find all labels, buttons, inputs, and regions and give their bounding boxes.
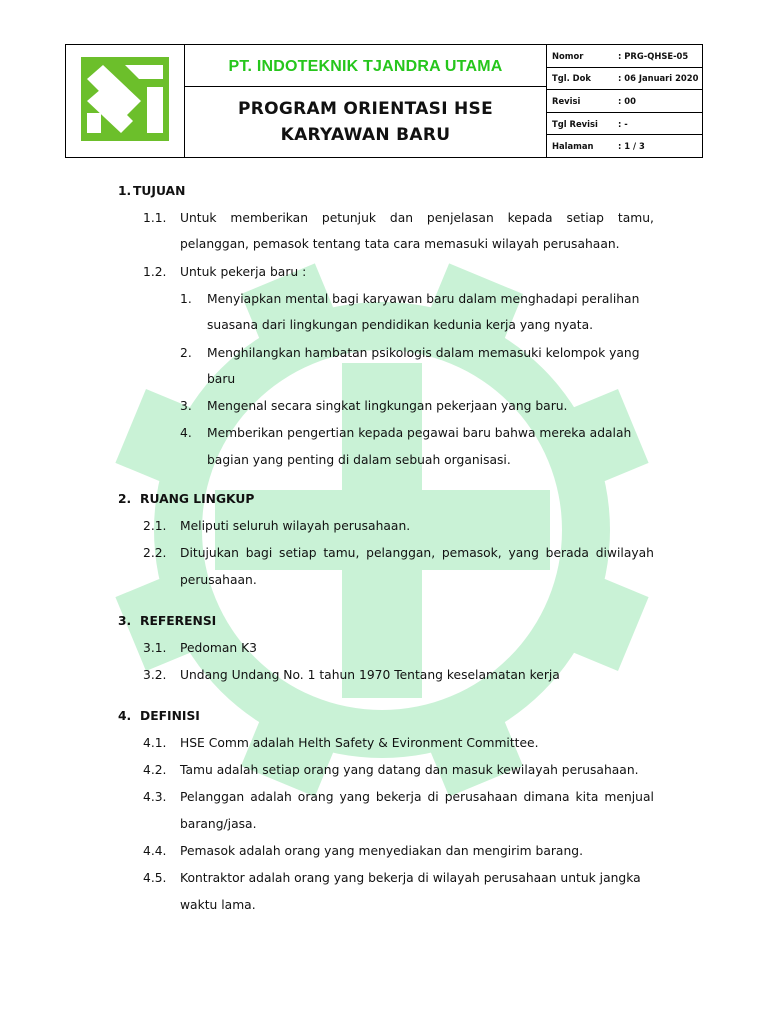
item-4-5-number: 4.5. [143,871,167,885]
sub-item-3-number: 3. [180,399,192,413]
item-3-2-number: 3.2. [143,668,167,682]
sub-item-4-number: 4. [180,426,192,440]
word: penjelasan [426,211,494,225]
sub-item-1-line1: Menyiapkan mental bagi karyawan baru dalam menghadapi peralihan [207,292,640,306]
sub-item-2-line2: baru [207,372,236,386]
word: adalah [250,790,292,804]
sub-item-4-line2: bagian yang penting di dalam sebuah organisasi. [207,453,511,467]
item-4-1-text: HSE Comm adalah Helth Safety & Evironment Committee. [180,736,539,750]
item-4-3-line2: barang/jasa. [180,817,257,831]
sub-item-1-line2: suasana dari lingkungan pendidikan kedunia kerja yang nyata. [207,318,594,332]
meta-key: Halaman [552,141,594,152]
sub-item-2-number: 2. [180,346,192,360]
sub-item-2-line1: Menghilangkan hambatan psikologis dalam memasuki kelompok yang [207,346,640,360]
section-3-title: REFERENSI [140,614,217,628]
meta-value: : 06 Januari 2020 [618,73,699,84]
word: menjual [604,790,654,804]
section-2-title: RUANG LINGKUP [140,492,255,506]
word: Untuk [180,211,217,225]
item-4-2-number: 4.2. [143,763,167,777]
word: di [427,790,439,804]
sub-item-3-line1: Mengenal secara singkat lingkungan pekerjaan yang baru. [207,399,568,413]
document-title-line2: KARYAWAN BARU [280,124,451,145]
sub-item-1-number: 1. [180,292,192,306]
section-2-number: 2. [118,492,132,506]
word: tamu, [617,211,654,225]
meta-key: Tgl. Dok [552,73,591,84]
section-1-number: 1. [118,184,132,198]
word: tamu, [323,546,360,560]
item-4-3-line1 [180,789,654,805]
item-1-2-number: 1.2. [143,265,167,279]
meta-value: : 00 [618,95,636,106]
word: berada [545,546,589,560]
item-2-1-text: Meliputi seluruh wilayah perusahaan. [180,519,411,533]
item-3-2-text: Undang Undang No. 1 tahun 1970 Tentang keselamatan kerja [180,668,560,682]
sub-item-4-line1: Memberikan pengertian kepada pegawai baru bahwa mereka adalah [207,426,632,440]
word: yang [339,790,370,804]
item-4-1-number: 4.1. [143,736,167,750]
word: setiap [566,211,604,225]
company-name: PT. INDOTEKNIK TJANDRA UTAMA [228,57,503,75]
item-1-1-line1 [180,210,654,226]
item-1-2-text: Untuk pekerja baru : [180,265,307,279]
section-4-number: 4. [118,709,132,723]
word: bekerja [375,790,422,804]
section-1-title: TUJUAN [133,184,186,198]
meta-value: : 1 / 3 [618,141,645,152]
word: dimana [523,790,570,804]
section-3-number: 3. [118,614,132,628]
item-4-3-number: 4.3. [143,790,167,804]
meta-value: : - [618,118,628,129]
item-2-1-number: 2.1. [143,519,167,533]
item-4-5-line2: waktu lama. [180,898,256,912]
word: diwilayah [595,546,654,560]
meta-key: Tgl Revisi [552,118,598,129]
word: kepada [507,211,553,225]
word: setiap [279,546,317,560]
word: petunjuk [321,211,377,225]
word: orang [297,790,334,804]
item-4-4-text: Pemasok adalah orang yang menyediakan dan mengirim barang. [180,844,583,858]
word: yang [508,546,539,560]
meta-key: Nomor [552,50,584,61]
word: kita [575,790,599,804]
word: perusahaan [444,790,518,804]
item-2-2-number: 2.2. [143,546,167,560]
item-3-1-text: Pedoman K3 [180,641,257,655]
word: pemasok, [441,546,502,560]
item-4-2-text: Tamu adalah setiap orang yang datang dan masuk kewilayah perusahaan. [180,763,639,777]
word: dan [389,211,414,225]
item-2-2-line2: perusahaan. [180,573,257,587]
word: pelanggan, [366,546,436,560]
section-4-title: DEFINISI [140,709,200,723]
meta-key: Revisi [552,95,581,106]
word: Pelanggan [180,790,245,804]
word: bagi [245,546,273,560]
item-1-1-line2: pelanggan, pemasok tentang tata cara memasuki wilayah perusahaan. [180,237,620,251]
item-1-1-number: 1.1. [143,211,167,225]
item-4-5-line1: Kontraktor adalah orang yang bekerja di wilayah perusahaan untuk jangka [180,871,641,885]
word: memberikan [230,211,309,225]
document-title-line1: PROGRAM ORIENTASI HSE [237,98,494,119]
item-2-2-line1 [180,545,654,561]
item-4-4-number: 4.4. [143,844,167,858]
item-3-1-number: 3.1. [143,641,167,655]
word: Ditujukan [180,546,239,560]
meta-value: : PRG-QHSE-05 [618,50,689,61]
